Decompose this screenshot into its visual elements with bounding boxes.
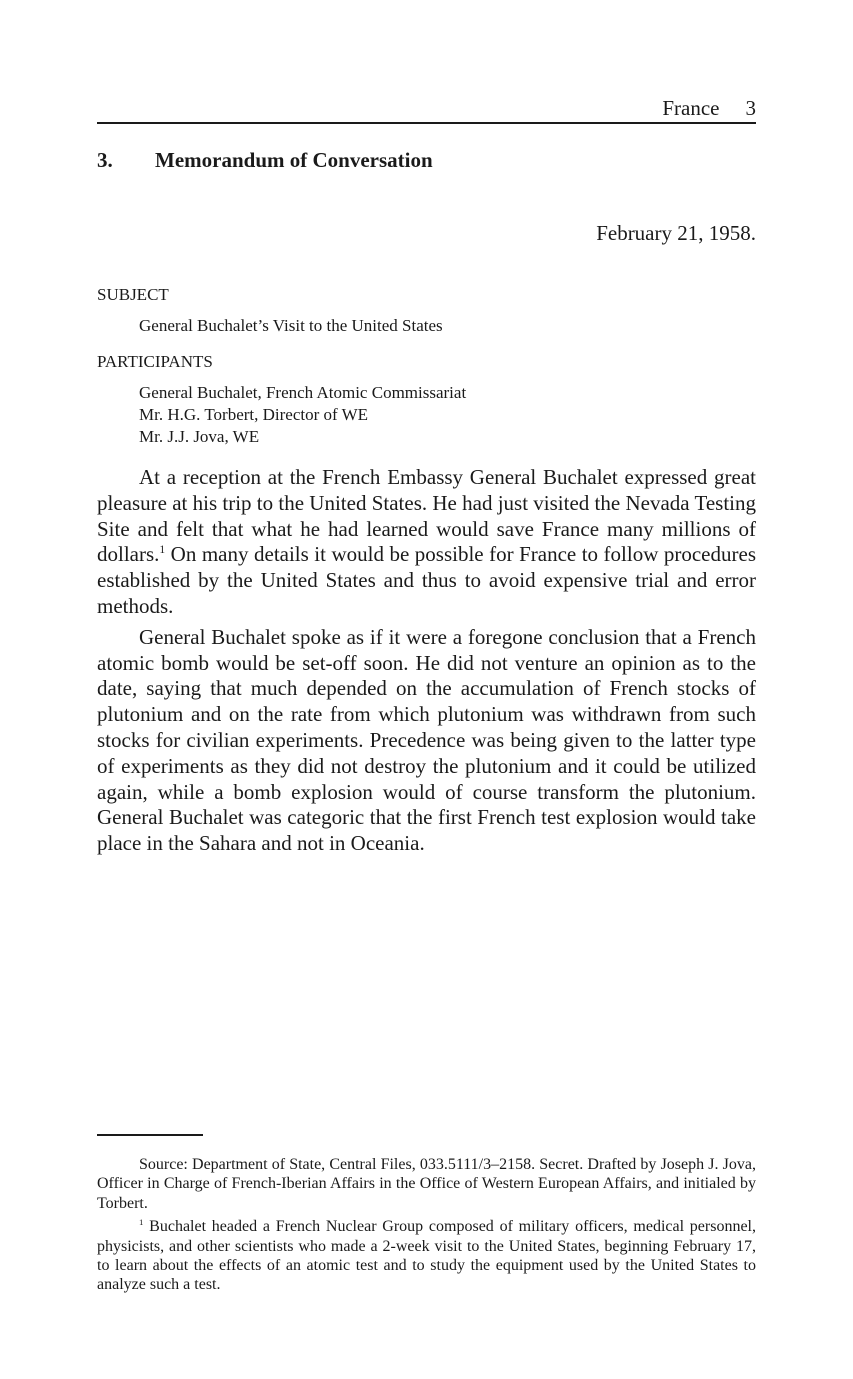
source-note: Source: Department of State, Central Files, 033.5111/3–2158. Secret. Drafted by Joseph J. Jova, Officer in Charge of French-Iberian Affairs in the Office of Western European Affairs, and initialed by Torbert. — [97, 1156, 756, 1212]
footnote-rule — [97, 1134, 203, 1136]
running-title: France — [662, 96, 720, 120]
page-number: 3 — [745, 96, 756, 120]
participant-item: Mr. H.G. Torbert, Director of WE — [139, 405, 369, 424]
footnote-1 — [97, 1217, 756, 1295]
participants-label: PARTICIPANTS — [97, 352, 213, 371]
footnote-marker: 1 — [139, 1217, 144, 1228]
footnote-text: Buchalet headed a French Nuclear Group composed of military officers, medical personnel, physicists, and other scientists who made a 2-week visit to the United States, beginning February 17, to learn about the effects of an atomic test and to study the equipment used by the United States to analyze such a test. — [97, 1218, 756, 1294]
memo-body — [97, 465, 756, 862]
document-title-text: Memorandum of Conversation — [155, 148, 433, 172]
footnotes — [97, 1155, 756, 1299]
participant-item: General Buchalet, French Atomic Commissariat — [139, 383, 467, 402]
header-rule — [97, 122, 756, 124]
body-paragraph — [97, 465, 756, 620]
running-head — [662, 95, 756, 121]
document-title — [97, 146, 433, 174]
participants-list — [139, 382, 466, 448]
body-paragraph-text: On many details it would be possible for France to follow procedures established by the United States and thus to avoid expensive trial and error methods. — [97, 542, 756, 618]
document-number: 3. — [97, 148, 113, 172]
footnote-reference[interactable]: 1 — [159, 544, 166, 557]
document-date: February 21, 1958. — [596, 221, 756, 245]
participant-item: Mr. J.J. Jova, WE — [139, 427, 260, 446]
body-paragraph: General Buchalet spoke as if it were a foregone conclusion that a French atomic bomb would be set-off soon. He did not venture an opinion as to the date, saying that much depended on the accumulation of French stocks of plutonium and on the rate from which plutonium was withdrawn from such stocks for civilian experiments. Precedence was being given to the latter type of experiments as they did not destroy the plutonium and it could be utilized again, while a bomb explosion would of course transform the plutonium. General Buchalet was categoric that the first French test explosion would take place in the Sahara and not in Oceania. — [97, 624, 756, 856]
body-paragraph-text: At a reception at the French Embassy General Buchalet expressed great pleasure at his trip to the United States. He had just visited the Nevada Testing Site and felt that what he had learned would save France many millions of dollars. — [97, 465, 756, 567]
subject-label: SUBJECT — [97, 285, 169, 304]
subject-text: General Buchalet’s Visit to the United States — [139, 316, 443, 335]
